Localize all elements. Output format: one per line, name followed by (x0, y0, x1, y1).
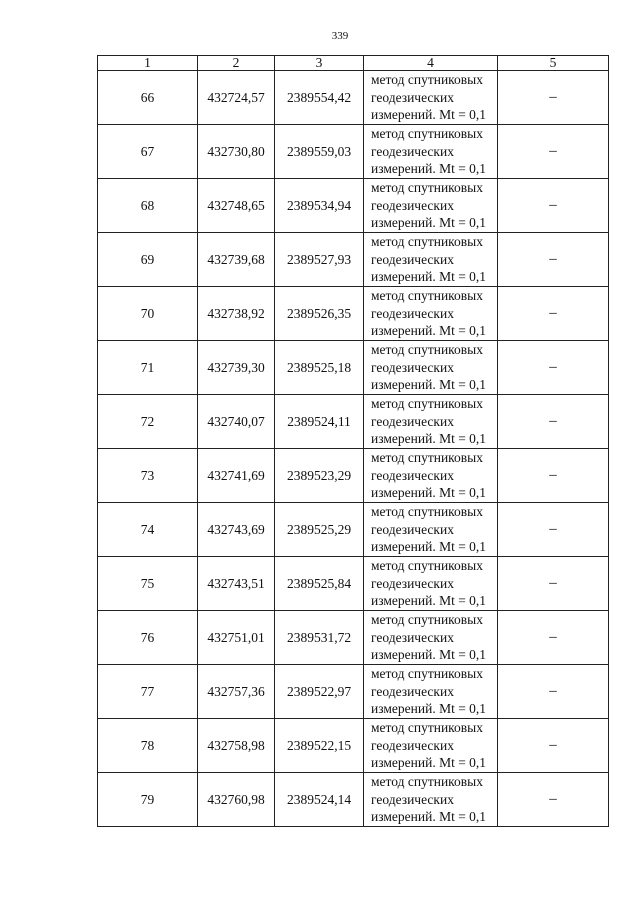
point-number-cell: 73 (98, 449, 198, 503)
x-coordinate-cell: 432748,65 (198, 179, 275, 233)
method-cell: метод спутниковых геодезических измерений. Mt = 0,1 (364, 665, 498, 719)
column-header-1: 1 (98, 56, 198, 71)
column-header-5: 5 (498, 56, 609, 71)
point-number-cell: 77 (98, 665, 198, 719)
point-number-cell: 79 (98, 773, 198, 827)
point-number-cell: 76 (98, 611, 198, 665)
y-coordinate-cell: 2389527,93 (275, 233, 364, 287)
note-cell: – (498, 719, 609, 773)
table-row (98, 611, 609, 665)
point-number-cell: 70 (98, 287, 198, 341)
y-coordinate-cell: 2389522,15 (275, 719, 364, 773)
point-number-cell: 67 (98, 125, 198, 179)
point-number-cell: 66 (98, 71, 198, 125)
method-cell: метод спутниковых геодезических измерений. Mt = 0,1 (364, 395, 498, 449)
y-coordinate-cell: 2389559,03 (275, 125, 364, 179)
table-row (98, 233, 609, 287)
method-cell: метод спутниковых геодезических измерений. Mt = 0,1 (364, 557, 498, 611)
y-coordinate-cell: 2389525,18 (275, 341, 364, 395)
table-row (98, 395, 609, 449)
table-row (98, 125, 609, 179)
x-coordinate-cell: 432757,36 (198, 665, 275, 719)
point-number-cell: 72 (98, 395, 198, 449)
note-cell: – (498, 395, 609, 449)
coordinates-table (97, 55, 609, 827)
table-row (98, 557, 609, 611)
note-cell: – (498, 611, 609, 665)
table-row (98, 449, 609, 503)
column-header-4: 4 (364, 56, 498, 71)
table-row (98, 71, 609, 125)
note-cell: – (498, 341, 609, 395)
note-cell: – (498, 233, 609, 287)
point-number-cell: 71 (98, 341, 198, 395)
point-number-cell: 78 (98, 719, 198, 773)
note-cell: – (498, 287, 609, 341)
point-number-cell: 74 (98, 503, 198, 557)
method-cell: метод спутниковых геодезических измерений. Mt = 0,1 (364, 71, 498, 125)
method-cell: метод спутниковых геодезических измерений. Mt = 0,1 (364, 503, 498, 557)
y-coordinate-cell: 2389522,97 (275, 665, 364, 719)
point-number-cell: 68 (98, 179, 198, 233)
x-coordinate-cell: 432743,69 (198, 503, 275, 557)
note-cell: – (498, 179, 609, 233)
y-coordinate-cell: 2389524,14 (275, 773, 364, 827)
method-cell: метод спутниковых геодезических измерений. Mt = 0,1 (364, 125, 498, 179)
table-row (98, 287, 609, 341)
y-coordinate-cell: 2389534,94 (275, 179, 364, 233)
method-cell: метод спутниковых геодезических измерений. Mt = 0,1 (364, 341, 498, 395)
column-header-2: 2 (198, 56, 275, 71)
x-coordinate-cell: 432724,57 (198, 71, 275, 125)
page-number: 339 (331, 30, 349, 42)
y-coordinate-cell: 2389523,29 (275, 449, 364, 503)
method-cell: метод спутниковых геодезических измерений. Mt = 0,1 (364, 449, 498, 503)
note-cell: – (498, 665, 609, 719)
y-coordinate-cell: 2389524,11 (275, 395, 364, 449)
table-row (98, 665, 609, 719)
x-coordinate-cell: 432740,07 (198, 395, 275, 449)
note-cell: – (498, 773, 609, 827)
point-number-cell: 75 (98, 557, 198, 611)
note-cell: – (498, 503, 609, 557)
table-row (98, 341, 609, 395)
x-coordinate-cell: 432760,98 (198, 773, 275, 827)
note-cell: – (498, 449, 609, 503)
x-coordinate-cell: 432730,80 (198, 125, 275, 179)
method-cell: метод спутниковых геодезических измерений. Mt = 0,1 (364, 719, 498, 773)
x-coordinate-cell: 432739,68 (198, 233, 275, 287)
method-cell: метод спутниковых геодезических измерений. Mt = 0,1 (364, 611, 498, 665)
column-header-3: 3 (275, 56, 364, 71)
x-coordinate-cell: 432739,30 (198, 341, 275, 395)
method-cell: метод спутниковых геодезических измерений. Mt = 0,1 (364, 179, 498, 233)
y-coordinate-cell: 2389531,72 (275, 611, 364, 665)
table-body (98, 71, 609, 827)
method-cell: метод спутниковых геодезических измерений. Mt = 0,1 (364, 773, 498, 827)
table-header-row (98, 56, 609, 71)
note-cell: – (498, 71, 609, 125)
table-row (98, 503, 609, 557)
method-cell: метод спутниковых геодезических измерений. Mt = 0,1 (364, 287, 498, 341)
table-row (98, 719, 609, 773)
table-row (98, 773, 609, 827)
x-coordinate-cell: 432751,01 (198, 611, 275, 665)
x-coordinate-cell: 432738,92 (198, 287, 275, 341)
point-number-cell: 69 (98, 233, 198, 287)
x-coordinate-cell: 432758,98 (198, 719, 275, 773)
y-coordinate-cell: 2389526,35 (275, 287, 364, 341)
note-cell: – (498, 557, 609, 611)
x-coordinate-cell: 432741,69 (198, 449, 275, 503)
note-cell: – (498, 125, 609, 179)
y-coordinate-cell: 2389525,84 (275, 557, 364, 611)
table-row (98, 179, 609, 233)
method-cell: метод спутниковых геодезических измерений. Mt = 0,1 (364, 233, 498, 287)
x-coordinate-cell: 432743,51 (198, 557, 275, 611)
y-coordinate-cell: 2389554,42 (275, 71, 364, 125)
y-coordinate-cell: 2389525,29 (275, 503, 364, 557)
